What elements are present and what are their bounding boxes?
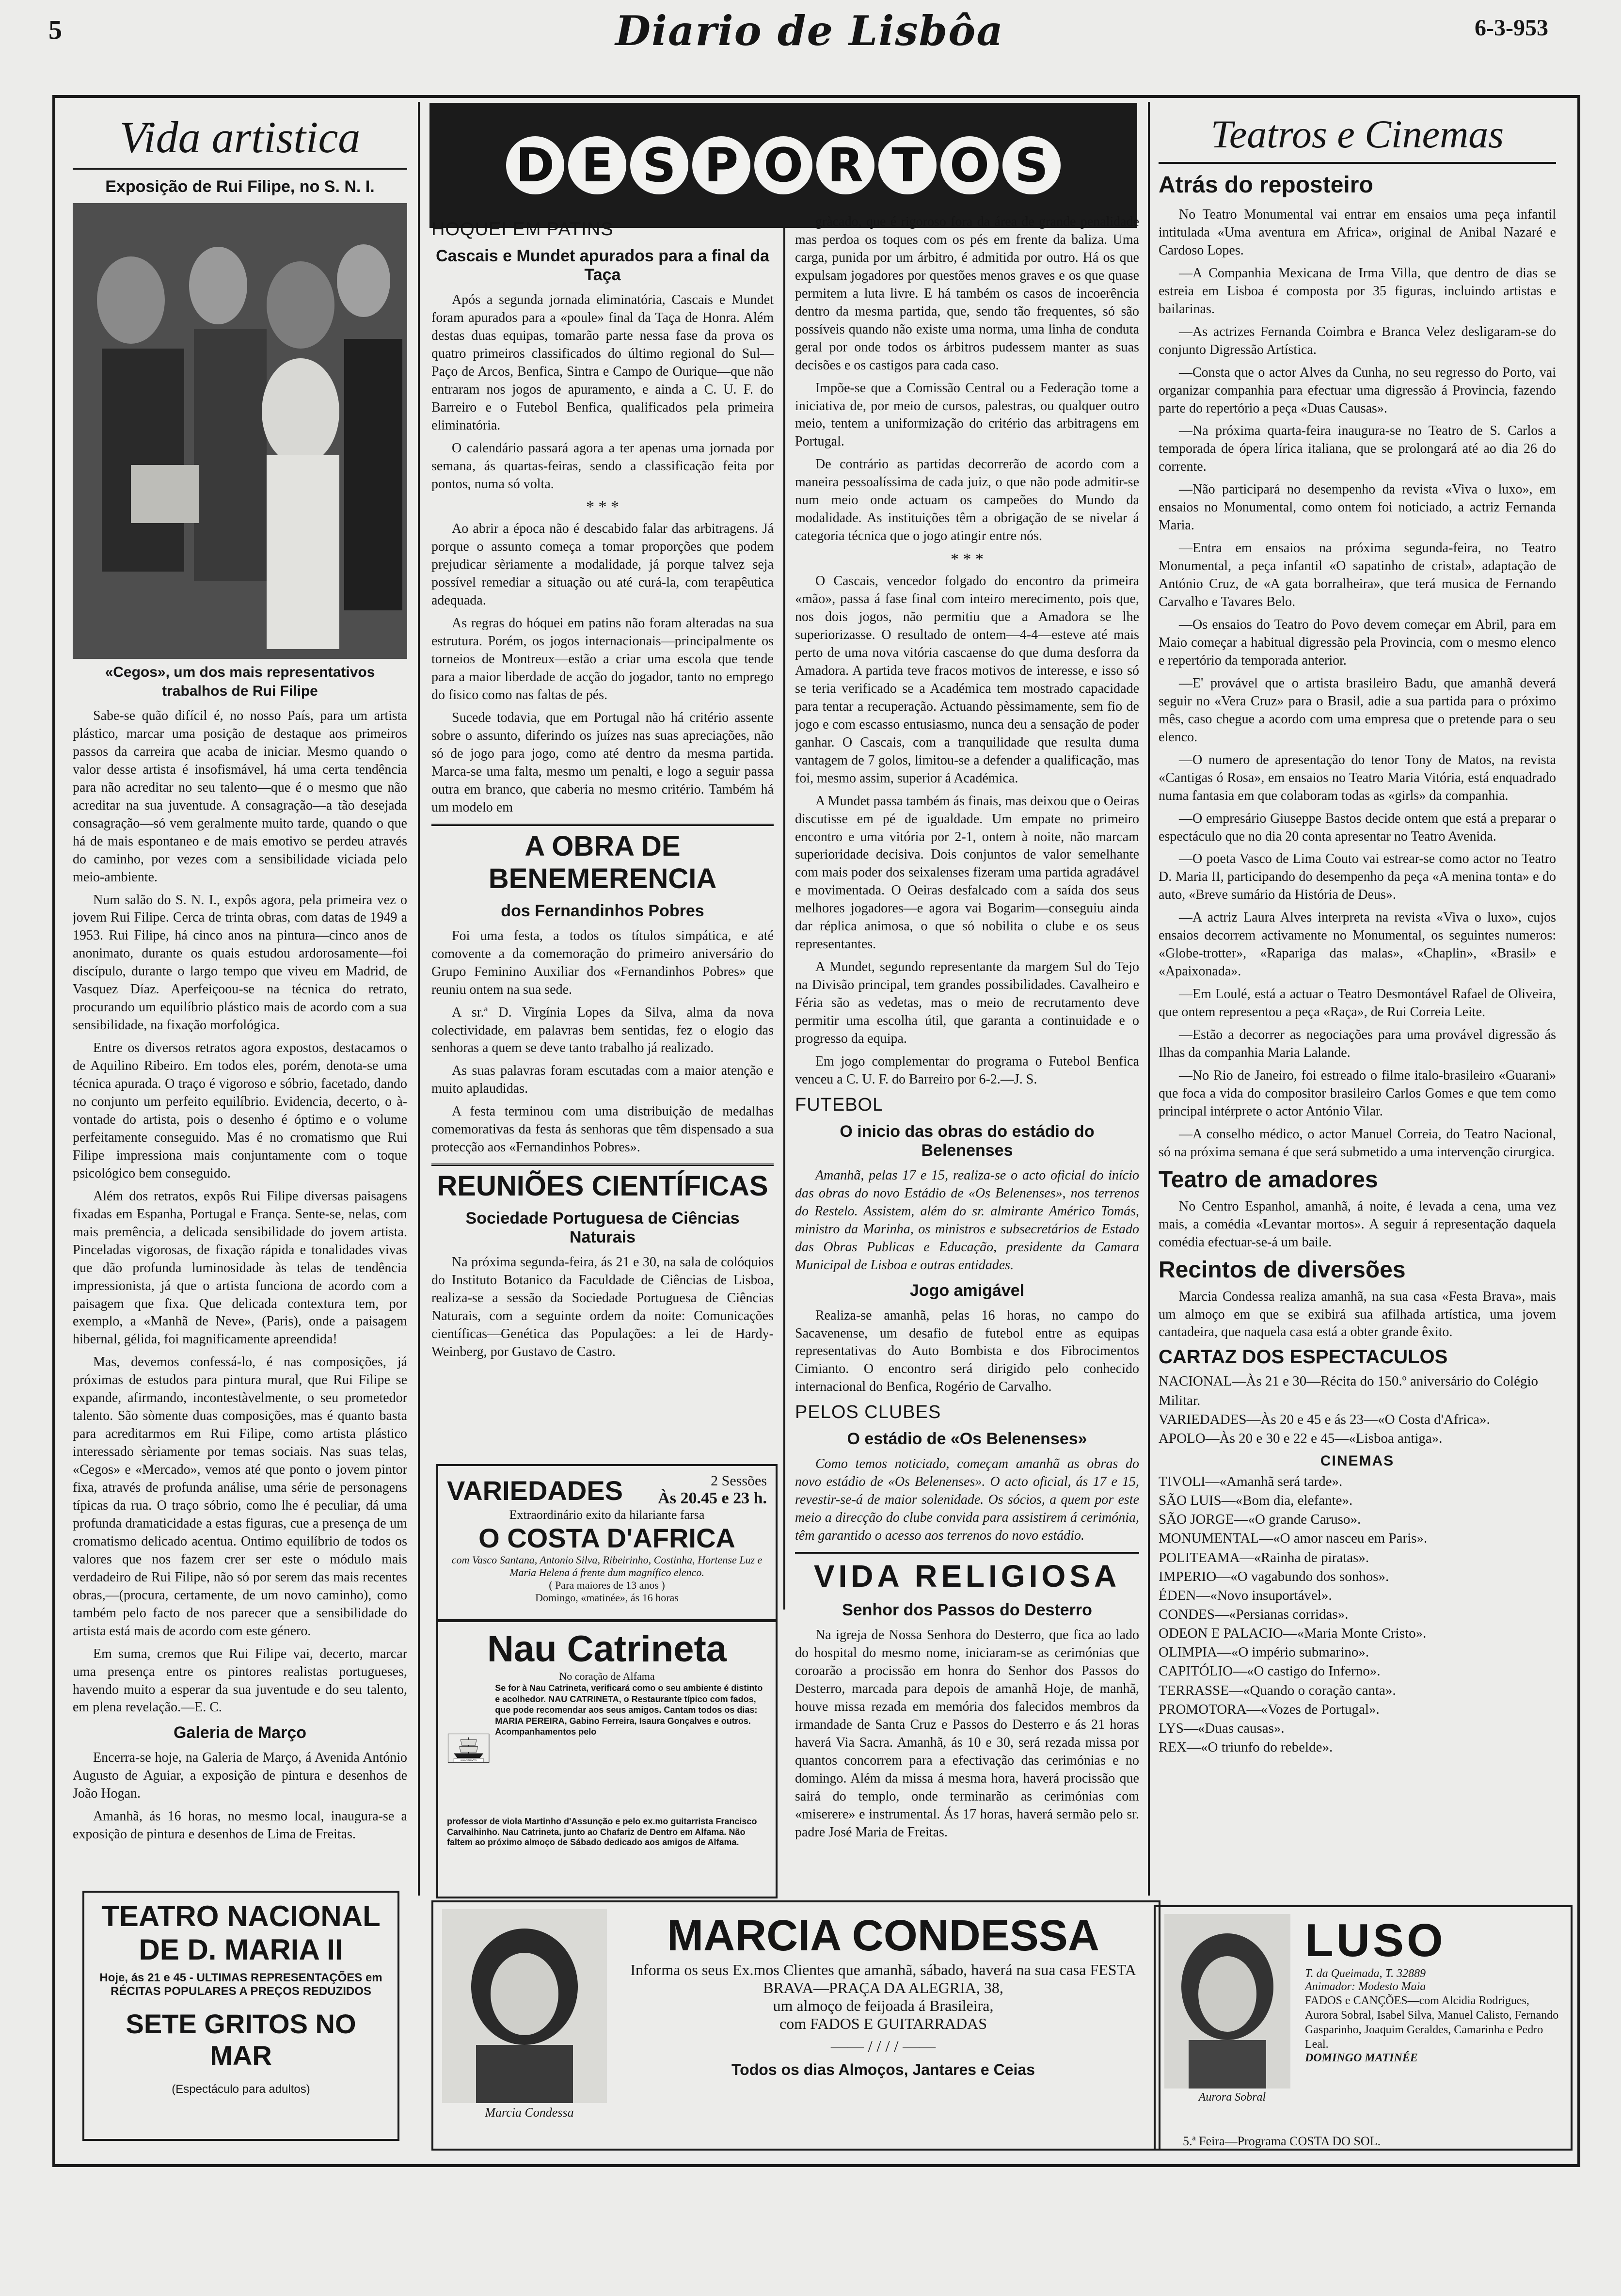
- article-paragraph: No Teatro Monumental vai entrar em ensaios uma peça infantil intitulada «Uma aventura em Africa», original de Anibal Nazaré e Cardoso Lopes.: [1159, 207, 1556, 258]
- marcia-photo-caption: Marcia Condessa: [485, 2105, 574, 2120]
- desportos-banner-letter: D: [506, 136, 564, 194]
- article-paragraph: Foi uma festa, a todos os títulos simpática, e até comovente a da comemoração do primeiro aniversário do Grupo Feminino Auxiliar dos «Fernandinhos Pobres» que reuniu ontem na sua sede.: [431, 928, 774, 997]
- cartaz-headline: CARTAZ DOS ESPECTACULOS: [1159, 1346, 1448, 1368]
- desportos-banner-letter: S: [1002, 136, 1061, 194]
- article-paragraph: —No Rio de Janeiro, foi estreado o filme italo-brasileiro «Guarani» que foca a vida do compositor brasileiro Carlos Gomes e que tem como principal intérprete o actor António Vilar.: [1159, 1068, 1556, 1119]
- cinema-item: OLIMPIA—«O império submarino».: [1159, 1644, 1369, 1660]
- marcia-line: com FADOS E GUITARRADAS: [779, 2015, 987, 2032]
- column-rule-2: [783, 204, 785, 1610]
- marcia-footer: Todos os dias Almoços, Jantares e Ceias: [731, 2061, 1035, 2078]
- desportos-column-a: [431, 213, 774, 1668]
- obra-subheadline: dos Fernandinhos Pobres: [501, 901, 704, 920]
- article-paragraph: Encerra-se hoje, na Galeria de Março, á Avenida António Augusto de Aguiar, a exposição de pintura e desenhos de João Hogan.: [73, 1750, 407, 1802]
- article-paragraph: A Mundet passa também ás finais, mas deixou que o Oeiras discutisse em pé de igualdade. Um empate no primeiro encontro e uma vitória por 2-1, ontem à noite, não marcam superioridade decisiva. Dois conjuntos de valor semelhante com mais poder dos seixalenses fizeram uma partida agradável e movimentada. O Oeiras desfalcado com a saída dos seus melhores jogadores—e agora vai Bogarim—conseguiu ainda dar réplica animosa, o que só nobilita o clube e os seus representantes.: [795, 793, 1139, 952]
- article-paragraph: Na próxima segunda-feira, ás 21 e 30, na sala de colóquios do Instituto Botanico da Faculdade de Ciências de Lisboa, realiza-se a sessão da Sociedade Portuguesa de Ciências Naturais, com a seguinte ordem da noite: Comunicações científicas—Genética das Populações: a lei de Hardy-Weinberg, por Gustavo de Castro.: [431, 1255, 774, 1359]
- nau-side-text: Se for à Nau Catrineta, verificará como o seu ambiente é distinto e acolhedor. NAU CATRINETA, o Restaurante típico com fados, que pode recomendar aos seus amigos. Cantam todos os dias: MARIA PEREIRA, Gabino Ferreira, Isaura Gonçalves e outros. Acompanhamentos pelo: [495, 1683, 763, 1737]
- column-rule-3: [1148, 102, 1150, 1896]
- article-paragraph: —O numero de apresentação do tenor Tony de Matos, na revista «Cantigas ó Rosa», em ensaios no Teatro Maria Vitória, está enquadrado numa fantasia em que colaboram todas as «girls» da companhia.: [1159, 752, 1556, 803]
- luso-animador: Animador: Modesto Maia: [1305, 1980, 1426, 1993]
- ship-banner-label: NAU CATRINETA: [460, 1759, 477, 1762]
- article-paragraph: —As actrizes Fernanda Coimbra e Branca Velez desligaram-se do conjunto Digressão Artística.: [1159, 324, 1556, 357]
- obra-headline: A OBRA DE BENEMERENCIA: [431, 824, 774, 895]
- variedades-sessions: 2 Sessões: [711, 1473, 767, 1489]
- recintos-headline: Recintos de diversões: [1159, 1257, 1406, 1283]
- cinema-item: SÃO JORGE—«O grande Caruso».: [1159, 1512, 1361, 1528]
- article-paragraph: Entre os diversos retratos agora expostos, destacamos o de Aquilino Ribeiro. Em todos eles, porém, denota-se uma técnica apurada. O traço é vigoroso e sóbrio, facetado, dando no conjunto um perfeito equilíbrio. Evidencia, decerto, o à-vontade do artista, pois o desenho é óptimo e o volume perfeitamente conseguido. Mas é no cromatismo que Rui Filipe impressiona mais conjuntamente com o toque psicológico bem conseguido.: [73, 1040, 407, 1181]
- luso-address: T. da Queimada, T. 32889: [1305, 1967, 1426, 1980]
- ship-icon: [447, 1683, 490, 1814]
- pelos-clubes-kicker: PELOS CLUBES: [795, 1402, 941, 1423]
- variedades-cast: com Vasco Santana, Antonio Silva, Ribeirinho, Costinha, Hortense Luz e Maria Helena á frente dum magnífico elenco.: [451, 1554, 763, 1578]
- article-paragraph: Em suma, cremos que Rui Filipe vai, decerto, marcar uma presença entre os pintores realistas portugueses, havendo muito a esperar da sua juventude e do seu talento, em plena revelação.—E. C.: [73, 1646, 407, 1715]
- marcia-text-block: [617, 1909, 1150, 2142]
- pelos-clubes-headline: O estádio de «Os Belenenses»: [847, 1430, 1087, 1449]
- reunioes-headline: REUNIÕES CIENTÍFICAS: [431, 1164, 774, 1202]
- article-paragraph: O Cascais, vencedor folgado do encontro da primeira «mão», passa á fase final com inteiro merecimento, pois que, nos dois jogos, não permitiu que a Amadora se lhe superiorizasse. O resultado de ontem—4-4—esteve até mais perto de uma nova vitória cascaense do que duma desforra da Amadora. A partida teve fracos motivos de interesse, e isso só se teria verificado se a Académica tem mostrado capacidade para tentar a recuperação. Actuando pèssimamente, sem fio de jogo e com escasso entusiasmo, nunca deu a sensação de poder ganhar. O Cascais, com a tranquilidade que resulta duma vantagem de 7 golos, limitou-se a defender a qualificação, mas foi, mesmo assim, superior á Académica.: [795, 574, 1139, 786]
- photo-caption: «Cegos», um dos mais representativos trabalhos de Rui Filipe: [105, 664, 375, 699]
- cinema-item: TERRASSE—«Quando o coração canta».: [1159, 1682, 1396, 1698]
- cinema-item: ODEON E PALACIO—«Maria Monte Cristo».: [1159, 1626, 1427, 1642]
- ad-line: DE D. MARIA II: [139, 1933, 343, 1966]
- reunioes-subheadline: Sociedade Portuguesa de Ciências Naturais: [465, 1209, 740, 1247]
- article-paragraph: Marcia Condessa realiza amanhã, na sua casa «Festa Brava», mais um almoço em que se exibirá sua afilhada artística, uma jovem cantadeira, que naquela casa está a obter grande êxito.: [1159, 1289, 1556, 1340]
- article-paragraph: —Estão a decorrer as negociações para uma provável digressão ás Ilhas da companhia Maria Lalande.: [1159, 1027, 1556, 1060]
- cinema-item: IMPERIO—«O vagabundo dos sonhos».: [1159, 1568, 1389, 1584]
- article-paragraph: —Os ensaios do Teatro do Povo devem começar em Abril, para em Maio começar a habitual digressão pela Provincia, com o mesmo elenco e repertório da temporada anterior.: [1159, 617, 1556, 668]
- nau-bottom-text: professor de viola Martinho d'Assunção e pelo ex.mo guitarrista Francisco Carvalhinho. Nau Catrineta, junto ao Chafariz de Dentro em Alfama. Não faltem ao próximo almoço de Sábado dedicado aos amigos de Alfama.: [447, 1817, 757, 1848]
- desportos-banner-letter: T: [878, 136, 937, 194]
- marcia-line: um almoço de feijoada á Brasileira,: [773, 1997, 994, 2014]
- article-paragraph: —Em Loulé, está a actuar o Teatro Desmontável Rafael de Oliveira, que ontem representou a peça «Raça», de Rui Correia Leite.: [1159, 987, 1556, 1020]
- cartaz-item: NACIONAL—Às 21 e 30—Récita do 150.º aniversário do Colégio Militar.: [1159, 1373, 1538, 1408]
- luso-photo-caption: Aurora Sobral: [1198, 2091, 1266, 2104]
- article-paragraph: Além dos retratos, expôs Rui Filipe diversas paisagens fixadas em Espanha, Portugal e França. Sente-se, nelas, com mais premência, a delicada sensibilidade do jovem artista. Pinceladas vigorosas, de fixação rápida e tonalidades vivas que dão profunda luminosidade às telas de tendência impressionista, já que o artista funciona de acordo com a paisagem que fixa. Que delicada contextura tem, por exemplo, a «Manhã de Neve», (Paris), onde a paisagem hibernal, gélida, foi magnificamente apreendida!: [73, 1188, 407, 1347]
- article-paragraph: —A Companhia Mexicana de Irma Villa, que dentro de dias se estreia em Lisboa é composta por 35 figuras, incluindo artistas e bailarinas.: [1159, 265, 1556, 317]
- article-paragraph: As suas palavras foram escutadas com a maior atenção e muito aplaudidas.: [431, 1063, 774, 1097]
- variedades-times: Às 20.45 e 23 h.: [658, 1489, 767, 1507]
- article-paragraph: Como temos noticiado, começam amanhã as obras do novo estádio de «Os Belenenses». O acto oficial, ás 17 e 15, revestir-se-á de maior solenidade. Os sócios, a quem por este meio a direcção do clube convida para assistirem á cerimónia, têm garantido o acesso aos terrenos do novo estádio.: [795, 1456, 1139, 1544]
- variedades-matinee: Domingo, «matinée», ás 16 horas: [535, 1592, 679, 1604]
- column-rule-1: [418, 102, 420, 1896]
- variedades-title: VARIEDADES: [447, 1475, 623, 1506]
- article-paragraph: —O empresário Giuseppe Bastos decide ontem que está a preparar o espectáculo que no dia 20 conta apresentar no Teatro Avenida.: [1159, 811, 1556, 844]
- article-paragraph: Impõe-se que a Comissão Central ou a Federação tome a iniciativa de, por meio de cursos, palestras, ou qualquer outro meio, tentem a uniformização do critério das arbitragens em Portugal.: [795, 380, 1139, 449]
- cinema-item: SÃO LUIS—«Bom dia, elefante».: [1159, 1493, 1353, 1509]
- article-paragraph: —E' provável que o artista brasileiro Badu, que amanhã deverá seguir no «Vera Cruz» para o Brasil, adie a sua partida para o próximo mês, caso chegue a acordo com uma empresa que o pretende para o seu elenco.: [1159, 675, 1556, 745]
- variedades-ad: [436, 1464, 778, 1622]
- article-paragraph: A Mundet, segundo representante da margem Sul do Tejo na Divisão principal, tem grandes possibilidades. Cavalheiro e Féria são as vedetas, mas o meio de recrutamento deve permitir uma escolha útil, que garanta a continuidade e o progresso da equipa.: [795, 959, 1139, 1046]
- jogo-headline: Jogo amigável: [909, 1281, 1025, 1300]
- article-subtitle: Exposição de Rui Filipe, no S. N. I.: [105, 177, 375, 196]
- portrait-photo: [442, 1909, 607, 2103]
- cinema-item: ÉDEN—«Novo insuportável».: [1159, 1587, 1332, 1603]
- article-paragraph: —Não participará no desempenho da revista «Viva o luxo», em ensaios no Monumental, como ontem foi noticiado, a actriz Fernanda Maria.: [1159, 482, 1556, 533]
- article-paragraph: As regras do hóquei em patins não foram alteradas na sua estrutura. Porém, os jogos internacionais—principalmente os torneios de Montreux—estão a criar uma escola que tende para a maior liberdade de acção do jogador, tanto no emprego do fisico como nas faltas de pés.: [431, 616, 774, 703]
- desportos-banner-letter: E: [568, 136, 626, 194]
- section-title-teatros-cinemas: Teatros e Cinemas: [1210, 112, 1504, 156]
- masthead: Diario de Lisbôa: [615, 7, 1004, 55]
- ad-line: TEATRO NACIONAL: [101, 1900, 381, 1932]
- luso-fados: FADOS e CANÇÕES—com Alcidia Rodrigues, Aurora Sobral, Isabel Silva, Manuel Calisto, Fernando Gasparinho, Joaquim Geraldes, Camarinha e Pedro Leal.: [1305, 1994, 1559, 2051]
- futebol-kicker: FUTEBOL: [795, 1094, 884, 1115]
- ad-line: Hoje, ás 21 e 45 - ULTIMAS REPRESENTAÇÕES em RÉCITAS POPULARES A PREÇOS REDUZIDOS: [99, 1971, 382, 1998]
- cinema-item: MONUMENTAL—«O amor nasceu em Paris».: [1159, 1531, 1428, 1547]
- teatros-cinemas-column: [1159, 102, 1556, 1886]
- desportos-banner-letter: S: [630, 136, 688, 194]
- galeria-heading: Galeria de Março: [173, 1723, 306, 1742]
- article-paragraph: —Entra em ensaios na próxima segunda-feira, no Teatro Monumental, a peça infantil «O sapatinho de cristal», adaptação de António Cruz, de «A gata borralheira», que terá musica de Fernando Carvalho e Tavares Belo.: [1159, 541, 1556, 610]
- variedades-line: Extraordinário exito da hilariante farsa: [509, 1508, 705, 1522]
- desportos-column-b: [795, 213, 1139, 1881]
- desportos-banner-letter: O: [940, 136, 999, 194]
- luso-programa: 5.ª Feira—Programa COSTA DO SOL.: [1183, 2134, 1381, 2148]
- article-paragraph: Sucede todavia, que em Portugal não há critério assente sobre o assunto, diferindo os juízes nas suas apreciações, não só de jogo para jogo, como até dentro da mesma partida. Marca-se uma falta, mesmo um penalti, e logo a seguir passa outra em branco, que caberia no mesmo critério. Também há um modelo em: [431, 710, 774, 815]
- article-paragraph: O calendário passará agora a ter apenas uma jornada por semana, ás quartas-feiras, sendo a classificação feita por pontos, numa só volta.: [431, 440, 774, 492]
- hoquei-headline: Cascais e Mundet apurados para a final da Taça: [436, 247, 769, 284]
- article-paragraph: De contrário as partidas decorrerão de acordo com a maneira pessoalíssima de cada juiz, o que não pode admitir-se num meio onde actuam os campeões do Mundo da modalidade. As instituições têm a obrigação de se nivelar á categoria técnica que o jogo atingir entre nós.: [795, 457, 1139, 544]
- desportos-banner-letter: P: [692, 136, 750, 194]
- cinema-item: PROMOTORA—«Vozes de Portugal».: [1159, 1701, 1380, 1717]
- cinemas-headline: CINEMAS: [1320, 1452, 1395, 1469]
- article-paragraph: Em jogo complementar do programa o Futebol Benfica venceu a C. U. F. do Barreiro por 6-2.—J. S.: [795, 1053, 1139, 1087]
- atras-headline: Atrás do reposteiro: [1159, 172, 1373, 198]
- futebol-headline: O inicio das obras do estádio do Belenenses: [840, 1122, 1095, 1160]
- ad-line: (Espectáculo para adultos): [172, 2083, 310, 2096]
- luso-ad: [1154, 1905, 1573, 2151]
- asterisks-divider: * * *: [586, 498, 619, 516]
- nau-catrineta-ad: [436, 1619, 778, 1898]
- page-number: 5: [48, 15, 62, 45]
- cinema-item: LYS—«Duas causas».: [1159, 1720, 1285, 1736]
- luso-matinee: DOMINGO MATINÉE: [1305, 2052, 1418, 2064]
- article-paragraph: Amanhã, pelas 17 e 15, realiza-se o acto oficial do início das obras do novo Estádio de «Os Belenenses», nos terrenos do Restelo. Assistem, além do sr. almirante Américo Tomás, ministro da Marinha, os ministros e subsecretários de Estado das Obras Publicas e Educação, presidente da Camara Municipal de Lisboa e outras entidades.: [795, 1167, 1139, 1273]
- cinema-item: POLITEAMA—«Rainha de piratas».: [1159, 1549, 1369, 1565]
- variedades-show: O COSTA D'AFRICA: [478, 1523, 735, 1553]
- article-paragraph: —O poeta Vasco de Lima Couto vai estrear-se como actor no Teatro D. Maria II, participando do desempenho da peça «A menina tonta» e do auto, «Breve sumário da História de Deus».: [1159, 851, 1556, 903]
- marcia-title: MARCIA CONDESSA: [667, 1912, 1099, 1960]
- variedades-age: ( Para maiores de 13 anos ): [549, 1579, 665, 1591]
- vida-religiosa-subheadline: Senhor dos Passos do Desterro: [842, 1601, 1092, 1620]
- section-title-vida-artistica: Vida artistica: [119, 112, 361, 162]
- article-paragraph: —Consta que o actor Alves da Cunha, no seu regresso do Porto, vai organizar companhia para efectuar uma digressão á Provincia, fazendo parte do repertório a peça «Duas Causas».: [1159, 365, 1556, 416]
- vida-religiosa-headline: VIDA RELIGIOSA: [795, 1552, 1139, 1594]
- issue-date: 6-3-953: [1475, 15, 1548, 41]
- title-rule: [1159, 162, 1556, 164]
- nau-subtitle: No coração de Alfama: [559, 1670, 655, 1682]
- article-paragraph: Sabe-se quão difícil é, no nosso País, para um artista plástico, marcar uma posição de destaque aos primeiros passos da carreira que acaba de iniciar. Mesmo quando o valor desse artista é insofismável, há uma certa tendência para não acreditar no seu talento—que é o mesmo que não acreditar na sua juventude. A consagração—a tão desejada consagração—só vem geralmente muito tarde, quando o que há de mais espontaneo e de mais emotivo se perdeu através do caminho, por vezes com a sensibilidade viciada pelo meio-ambiente.: [73, 708, 407, 885]
- marcia-line: Informa os seus Ex.mos Clientes que amanhã, sábado, haverá na sua casa FESTA BRAVA—PRAÇA DA ALEGRIA, 38,: [630, 1961, 1136, 1996]
- article-paragraph: A festa terminou com uma distribuição de medalhas comemorativas da festa ás senhoras que têm dispensado a sua protecção aos «Fernandinhos Pobres».: [431, 1104, 774, 1155]
- article-paragraph: —A actriz Laura Alves interpreta na revista «Viva o luxo», cujos ensaios decorrem activamente no Monumental, os seguintes numeros: «Globe-trotter», «Rapariga das malas», «Chaplin», «Brasil» e «Apaixonada».: [1159, 910, 1556, 979]
- vida-artistica-column: [73, 102, 407, 1896]
- article-paragraph: —Na próxima quarta-feira inaugura-se no Teatro de S. Carlos a temporada de ópera lírica italiana, que se prolongará até ao dia 26 do corrente.: [1159, 423, 1556, 475]
- cinemas-list: [1159, 1472, 1556, 1757]
- luso-photo-block: [1164, 1914, 1300, 2142]
- article-paragraph: Após a segunda jornada eliminatória, Cascais e Mundet foram apurados para a «poule» final da Taça de Honra. Além destas duas equipas, tomarão parte nessa fase da prova os quatro primeiros classificados do último regional do Sul—Paço de Arcos, Benfica, Sintra e Campo de Ourique—que não entraram nos jogos de apuramento, e ainda a C. U. F. do Barreiro e o Futebol Benfica, qualificados pela primeira eliminatória.: [431, 292, 774, 433]
- cartaz-list: [1159, 1372, 1556, 1448]
- marcia-condessa-ad: [431, 1900, 1160, 2151]
- article-paragraph: No Centro Espanhol, amanhã, á noite, é levada a cena, uma vez mais, a comédia «Levantar mortos». A seguir á representação daquela comédia efectuar-se-á um baile.: [1159, 1198, 1556, 1250]
- title-rule: [73, 168, 407, 170]
- cinema-item: CONDES—«Persianas corridas».: [1159, 1606, 1349, 1622]
- cinema-item: TIVOLI—«Amanhã será tarde».: [1159, 1473, 1343, 1489]
- asterisks-divider: * * *: [951, 550, 984, 569]
- marcia-photo-block: [442, 1909, 617, 2142]
- luso-text-block: [1300, 1914, 1562, 2142]
- desportos-banner-letter: R: [816, 136, 874, 194]
- article-paragraph: A sr.ª D. Virgínia Lopes da Silva, alma da nova colectividade, em palavras bem sentidas, fez o elogio das senhoras a quem se deve tanto trabalho já realizado.: [431, 1004, 774, 1056]
- article-paragraph: Realiza-se amanhã, pelas 16 horas, no campo do Sacavenense, um desafio de futebol entre as equipas representativas do Auto Bombista e dos Fibrocimentos Cimianto. O encontro será dirigido pelo conhecido internacional do Benfica, Rogério de Carvalho.: [795, 1307, 1139, 1395]
- hoquei-kicker: HOQUEI EM PATINS: [431, 219, 614, 239]
- cinema-item: REX—«O triunfo do rebelde».: [1159, 1739, 1333, 1755]
- ad-play-title: SETE GRITOS NO MAR: [126, 2009, 356, 2071]
- portrait-photo: [1164, 1914, 1290, 2089]
- nau-title: Nau Catrineta: [487, 1628, 727, 1670]
- teatro-nacional-ad: [82, 1891, 399, 2141]
- article-paragraph: Ao abrir a época não é descabido falar das arbitragens. Já porque o assunto começa a tomar proporções que podem prejudicar sèriamente a modalidade, já porque talvez seja possível remediar a situação ou até curá-la, com terapêutica adequada.: [431, 521, 774, 608]
- desportos-banner: [429, 103, 1137, 228]
- article-paragraph: Amanhã, ás 16 horas, no mesmo local, inaugura-se a exposição de pintura e desenhos de Lima de Freitas.: [73, 1809, 407, 1842]
- article-paragraph: Mas, devemos confessá-lo, é nas composições, já próximas de estudos para pintura mural, que Rui Filipe se expande, afirmando, incontestàvelmente, o seu prometedor talento. São sòmente duas composições, mas é quanto basta para acreditarmos em Rui Filipe, como artista plástico interessado sèriamente por temas sociais. Nas suas telas, «Cegos» e «Mercado», vemos até que ponto o jovem pintor fixa, através de profunda análise, uma série de personagens típicas da rua. O traço sóbrio, como lhe é peculiar, dá uma profunda dramaticidade a estas figuras, cue a presença de um cromatismo delicado acentua. Ontimo equilíbrio de todos os valores que nos fazem crer ser este o módulo mais verdadeiro de Rui Filipe, não só por serem das mais recentes obras,—(procura, certamente, de um novo caminho), como também pelo facto de nos parecer que a sensibilidade do artista está mais de acordo com este género.: [73, 1355, 407, 1639]
- cegos-painting-photo: [73, 203, 407, 659]
- cartaz-item: VARIEDADES—Às 20 e 45 e ás 23—«O Costa d'Africa».: [1159, 1411, 1490, 1427]
- amadores-headline: Teatro de amadores: [1159, 1166, 1378, 1193]
- cegos-painting-illustration: [73, 203, 407, 659]
- cartaz-item: APOLO—Às 20 e 30 e 22 e 45—«Lisboa antiga».: [1159, 1430, 1443, 1446]
- luso-title: LUSO: [1305, 1914, 1446, 1966]
- desportos-banner-box: [429, 103, 1137, 228]
- desportos-banner-letter: O: [754, 136, 812, 194]
- marcia-separator: —— / / / / ——: [830, 2038, 936, 2056]
- article-paragraph: Num salão do S. N. I., expôs agora, pela primeira vez o jovem Rui Filipe. Cerca de trinta obras, com datas de 1949 a 1953. Rui Filipe, há cinco anos na pintura—cinco anos de anonimato, durante os quais estudou ardorosamente—foi discípulo, durante o largo tempo que viveu em Madrid, de Vasquez Díaz. Aperfeiçoou-se na técnica do retrato, procurando um equilíbrio plástico mais de acordo com a sua sensibilidade, na fixação morfológica.: [73, 892, 407, 1033]
- article-paragraph: gràcado, que é rigoroso fora da área de grande penalidade mas perdoa os toques com os pés em frente da baliza. Uma carga, punida por um árbitro, é admitida por outro. Há os que expulsam jogadores por questões menos graves e os que quase permitem a luta livre. E há também os casos de incoerência dentro da mesma partida, que, sendo tão frequentes, só são possíveis quando não existe uma norma, uma linha de conduta geral por onde todos os árbitros pudessem manter as suas decisões e os castigos para cada caso.: [795, 214, 1139, 373]
- article-paragraph: —A conselho médico, o actor Manuel Correia, do Teatro Nacional, só na próxima semana é que será submetido a uma intervenção cirurgica.: [1159, 1126, 1556, 1160]
- cinema-item: CAPITÓLIO—«O castigo do Inferno».: [1159, 1663, 1381, 1679]
- article-paragraph: Na igreja de Nossa Senhora do Desterro, que fica ao lado do hospital do mesmo nome, iniciaram-se as cerimónias que coroarão a procissão em honra do Senhor dos Passos do Desterro, marcada para depois de amanhã Hoje, de manhã, houve missa rezada em memória dos falecidos membros da irmandade de Santa Cruz e Passos do Desterro e ás 21 horas haverá Via Sacra. Amanhã, ás 10 e 30, será rezada missa por quantos concorrem para a efectivação das cerimónias e no domingo. Além da missa á mesma hora, haverá procissão que sairá do templo, onde terminarão as cerimónias com «miserere» e instrumental. Ás 17 horas, haverá sermão pelo sr. padre José Maria de Freitas.: [795, 1627, 1139, 1840]
